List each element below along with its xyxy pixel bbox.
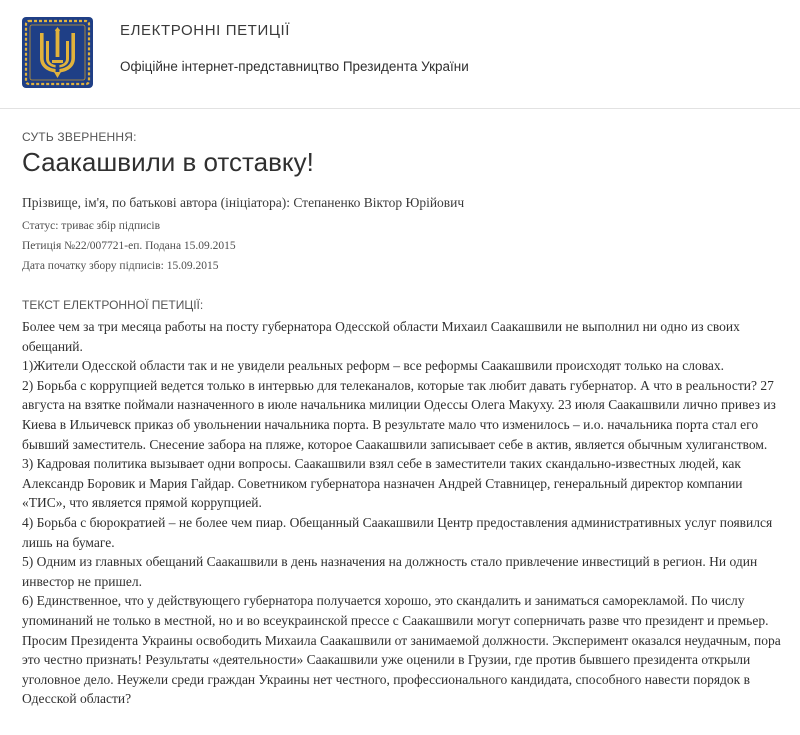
page-title: Саакашвили в отставку! — [22, 147, 314, 177]
petition-paragraph: 4) Борьба с бюрократией – не более чем пиар. Обещанный Саакашвили Центр предоставления административных услуг появился лишь на бумаге. — [22, 514, 773, 550]
petition-number: Петиція №22/007721-еп. Подана 15.09.2015 — [22, 240, 236, 252]
petition-paragraph: 2) Борьба с коррупцией ведется только в интервью для телеканалов, которые так любит давать губернатор. А что в реальности? 27 августа на взятке поймали назначенного в июле начальника милиции Одессы Олега Макуху. 23 июля Саакашвили лично привез из Киева в Ильичевск приказ об увольнении начальника порта. В результате мало что изменилось – и.о. начальника порта стал его бывший заместитель. Снесение забора на пляже, которое Саакашвили записывает себе в актив, является обычным хулиганством. — [22, 377, 776, 452]
petition-text — [22, 317, 782, 709]
petition-text-label: ТЕКСТ ЕЛЕКТРОННОЇ ПЕТИЦІЇ: — [22, 298, 204, 312]
site-header — [0, 0, 800, 109]
site-subtitle: Офіційне інтернет-представництво Президента України — [120, 59, 469, 74]
site-title[interactable]: ЕЛЕКТРОННІ ПЕТИЦІЇ — [120, 22, 291, 39]
author-info: Прізвище, ім'я, по батькові автора (ініціатора): Степаненко Віктор Юрійович — [22, 195, 465, 210]
status-text: Статус: триває збір підписів — [22, 220, 161, 232]
petition-paragraph: 5) Одним из главных обещаний Саакашвили в день назначения на должность стало привлечение инвестиций в регион. Ни один инвестор не пришел. — [22, 554, 758, 589]
trident-icon — [22, 17, 93, 88]
collection-start-date: Дата початку збору підписів: 15.09.2015 — [22, 260, 219, 272]
petition-paragraph: 1)Жители Одесской области так и не увидели реальных реформ – все реформы Саакашвили происходят только на словах. — [22, 358, 725, 374]
petition-paragraph: Просим Президента Украины освободить Михаила Саакашвили от занимаемой должности. Эксперимент оказался неудачным, пора это честно признать! Результаты «деятельности» Саакашвили уже оценили в Грузии, где против бывшего президента открыли уголовное дело. Неужели среди граждан Украины нет честного, профессионального кандидата, способного навести порядок в Одесской области? — [22, 632, 781, 707]
site-logo[interactable] — [22, 17, 93, 88]
petition-paragraph: 3) Кадровая политика вызывает одни вопросы. Саакашвили взял себе в заместители таких скандально-известных людей, как Александр Боровик и Мария Гайдар. Советником губернатора назначен Андрей Ставницер, генеральный директор компании «ТИС», что является прямой коррупцией. — [22, 456, 743, 511]
petition-paragraph: Более чем за три месяца работы на посту губернатора Одесской области Михаил Саакашвили не выполнил ни одно из своих обещаний. — [22, 319, 740, 354]
petition-content — [22, 129, 782, 709]
petition-paragraph: 6) Единственное, что у действующего губернатора получается хорошо, это скандалить и заниматься саморекламой. По числу упоминаний не только в местной, но и во всеукраинской прессе с Саакашвили могут соперничать разве что президент и премьер. — [22, 593, 769, 628]
essence-label: СУТЬ ЗВЕРНЕННЯ: — [22, 130, 137, 144]
